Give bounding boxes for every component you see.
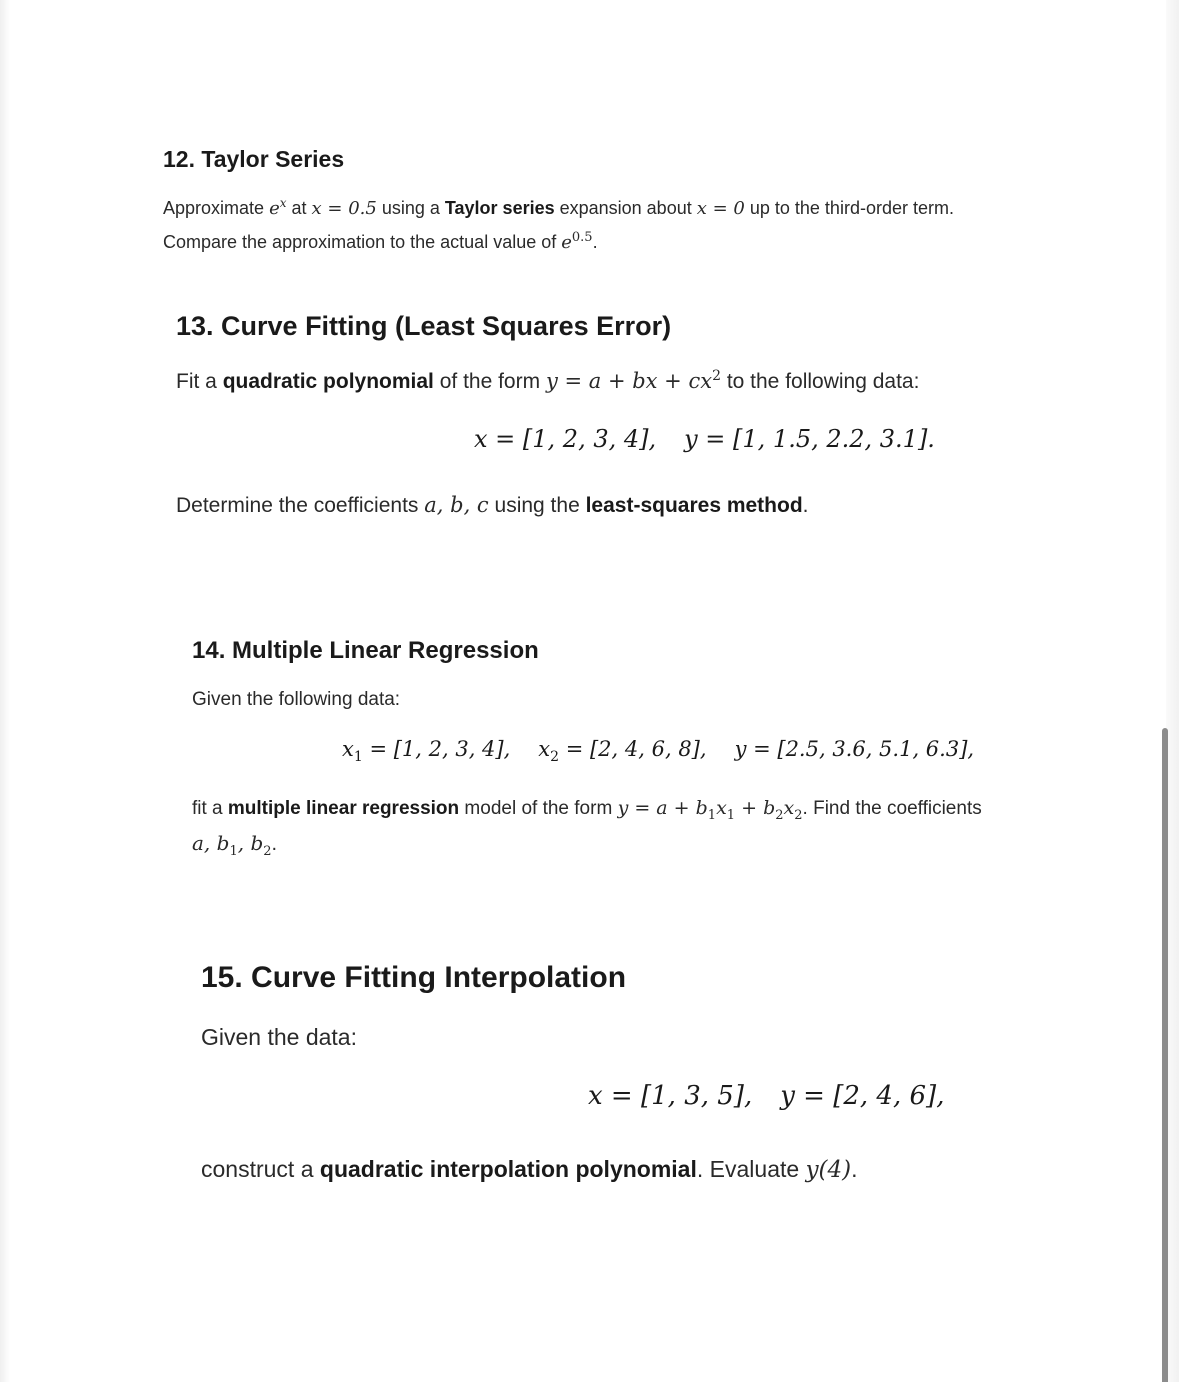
problem-text-line: construct a quadratic interpolation polynomial. Evaluate y(4). xyxy=(201,1156,858,1183)
math-expression: $y = a + b_1x_1 + b_2x_2$ xyxy=(617,797,803,823)
left-edge-shadow xyxy=(0,0,10,1382)
problem-text-line: Given the following data: xyxy=(192,689,401,710)
math-expression: x = 0 xyxy=(696,198,745,219)
math-expression: y = a + bx + $cx^2$ xyxy=(545,368,721,393)
section-heading: 15. Curve Fitting Interpolation xyxy=(201,961,627,994)
math-expression: x = 0.5 xyxy=(311,198,377,219)
problem-text-line: Compare the approximation to the actual value of $e^{0.5}$. xyxy=(163,230,598,253)
display-equation: x = [1, 3, 5], y = [2, 4, 6], xyxy=(588,1081,945,1111)
problem-text-line: Determine the coefficients a, b, c using the least-squares method. xyxy=(176,493,809,517)
math-expression: a, $b_1$, $b_2$ xyxy=(192,831,272,859)
problem-text-line: Fit a quadratic polynomial of the form y = a + bx + $cx^2$ to the following data: xyxy=(176,368,920,393)
section-heading: 14. Multiple Linear Regression xyxy=(192,637,539,664)
math-expression: a, b, c xyxy=(424,493,489,517)
problem-text-line: Approximate $e^x$ at x = 0.5 using a Taylor series expansion about x = 0 up to the third-order term. xyxy=(163,196,954,219)
section-taylor-series xyxy=(163,146,954,253)
display-equation: $x_1 = [1$, 2, 3, 4], $x_2 = [2$, 4, 6, 8], y = [2.5, 3.6, 5.1, 6.3], xyxy=(342,737,975,766)
math-expression: $e^{0.5}$ xyxy=(561,230,593,253)
scrollbar-thumb[interactable] xyxy=(1162,728,1168,1382)
problem-text-line: fit a multiple linear regression model of the form $y = a + b_1x_1 + b_2x_2$. Find the coefficients xyxy=(192,797,982,823)
math-expression: $e^x$ xyxy=(269,196,287,219)
section-heading: 12. Taylor Series xyxy=(163,146,345,172)
problem-text-line: Given the data: xyxy=(201,1024,357,1050)
problem-text-line: a, $b_1$, $b_2$. xyxy=(192,831,278,859)
math-expression: y(4) xyxy=(805,1157,852,1183)
section-heading: 13. Curve Fitting (Least Squares Error) xyxy=(176,311,672,341)
display-equation: x = [1, 2, 3, 4], y = [1, 1.5, 2.2, 3.1]. xyxy=(474,425,935,453)
